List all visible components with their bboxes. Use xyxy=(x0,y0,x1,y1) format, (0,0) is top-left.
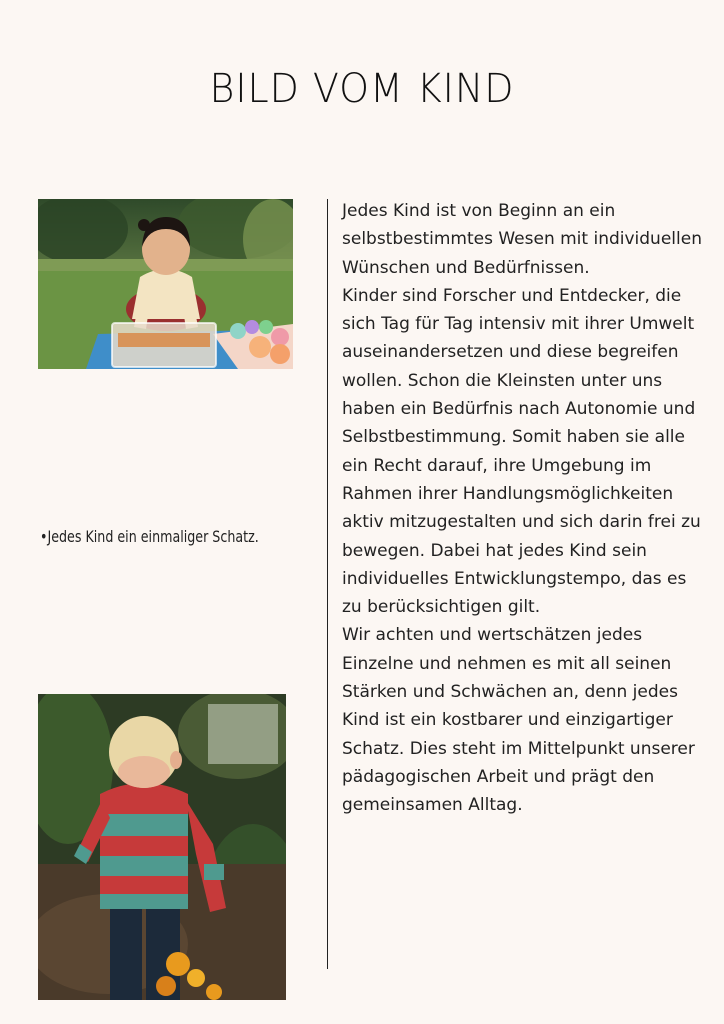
page-title: BILD VOM KIND xyxy=(209,66,515,112)
photo-child-sensory-play xyxy=(38,199,293,369)
paragraph-respect: Wir achten und wertschätzen jedes Einzelne und nehmen es mit all seinen Stärken und Schwächen an, denn jedes Kind ist ein kostbarer und einzigartiger Schatz. Dies steht im Mittelpunkt unserer pädagogischen Arbeit und prägt den gemeinsamen Alltag. xyxy=(342,625,695,816)
caption-treasure: •Jedes Kind ein einmaliger Schatz. xyxy=(40,527,259,546)
photo-toddler-garden xyxy=(38,694,286,1000)
vertical-divider xyxy=(327,199,328,969)
paragraph-intro: Jedes Kind ist von Beginn an ein selbstbestimmtes Wesen mit individuellen Wünschen und Bedürfnissen. xyxy=(342,201,702,278)
body-text xyxy=(342,197,708,820)
paragraph-explorers: Kinder sind Forscher und Entdecker, die sich Tag für Tag intensiv mit ihrer Umwelt auseinandersetzen und diese begreifen wollen. Schon die Kleinsten unter uns haben ein Bedürfnis nach Autonomie und Selbstbestimmung. Somit haben sie alle ein Recht darauf, ihre Umgebung im Rahmen ihrer Handlungsmöglichkeiten aktiv mitzugestalten und sich darin frei zu bewegen. Dabei hat jedes Kind sein individuelles Entwicklungstempo, das es zu berücksichtigen gilt. xyxy=(342,285,701,618)
